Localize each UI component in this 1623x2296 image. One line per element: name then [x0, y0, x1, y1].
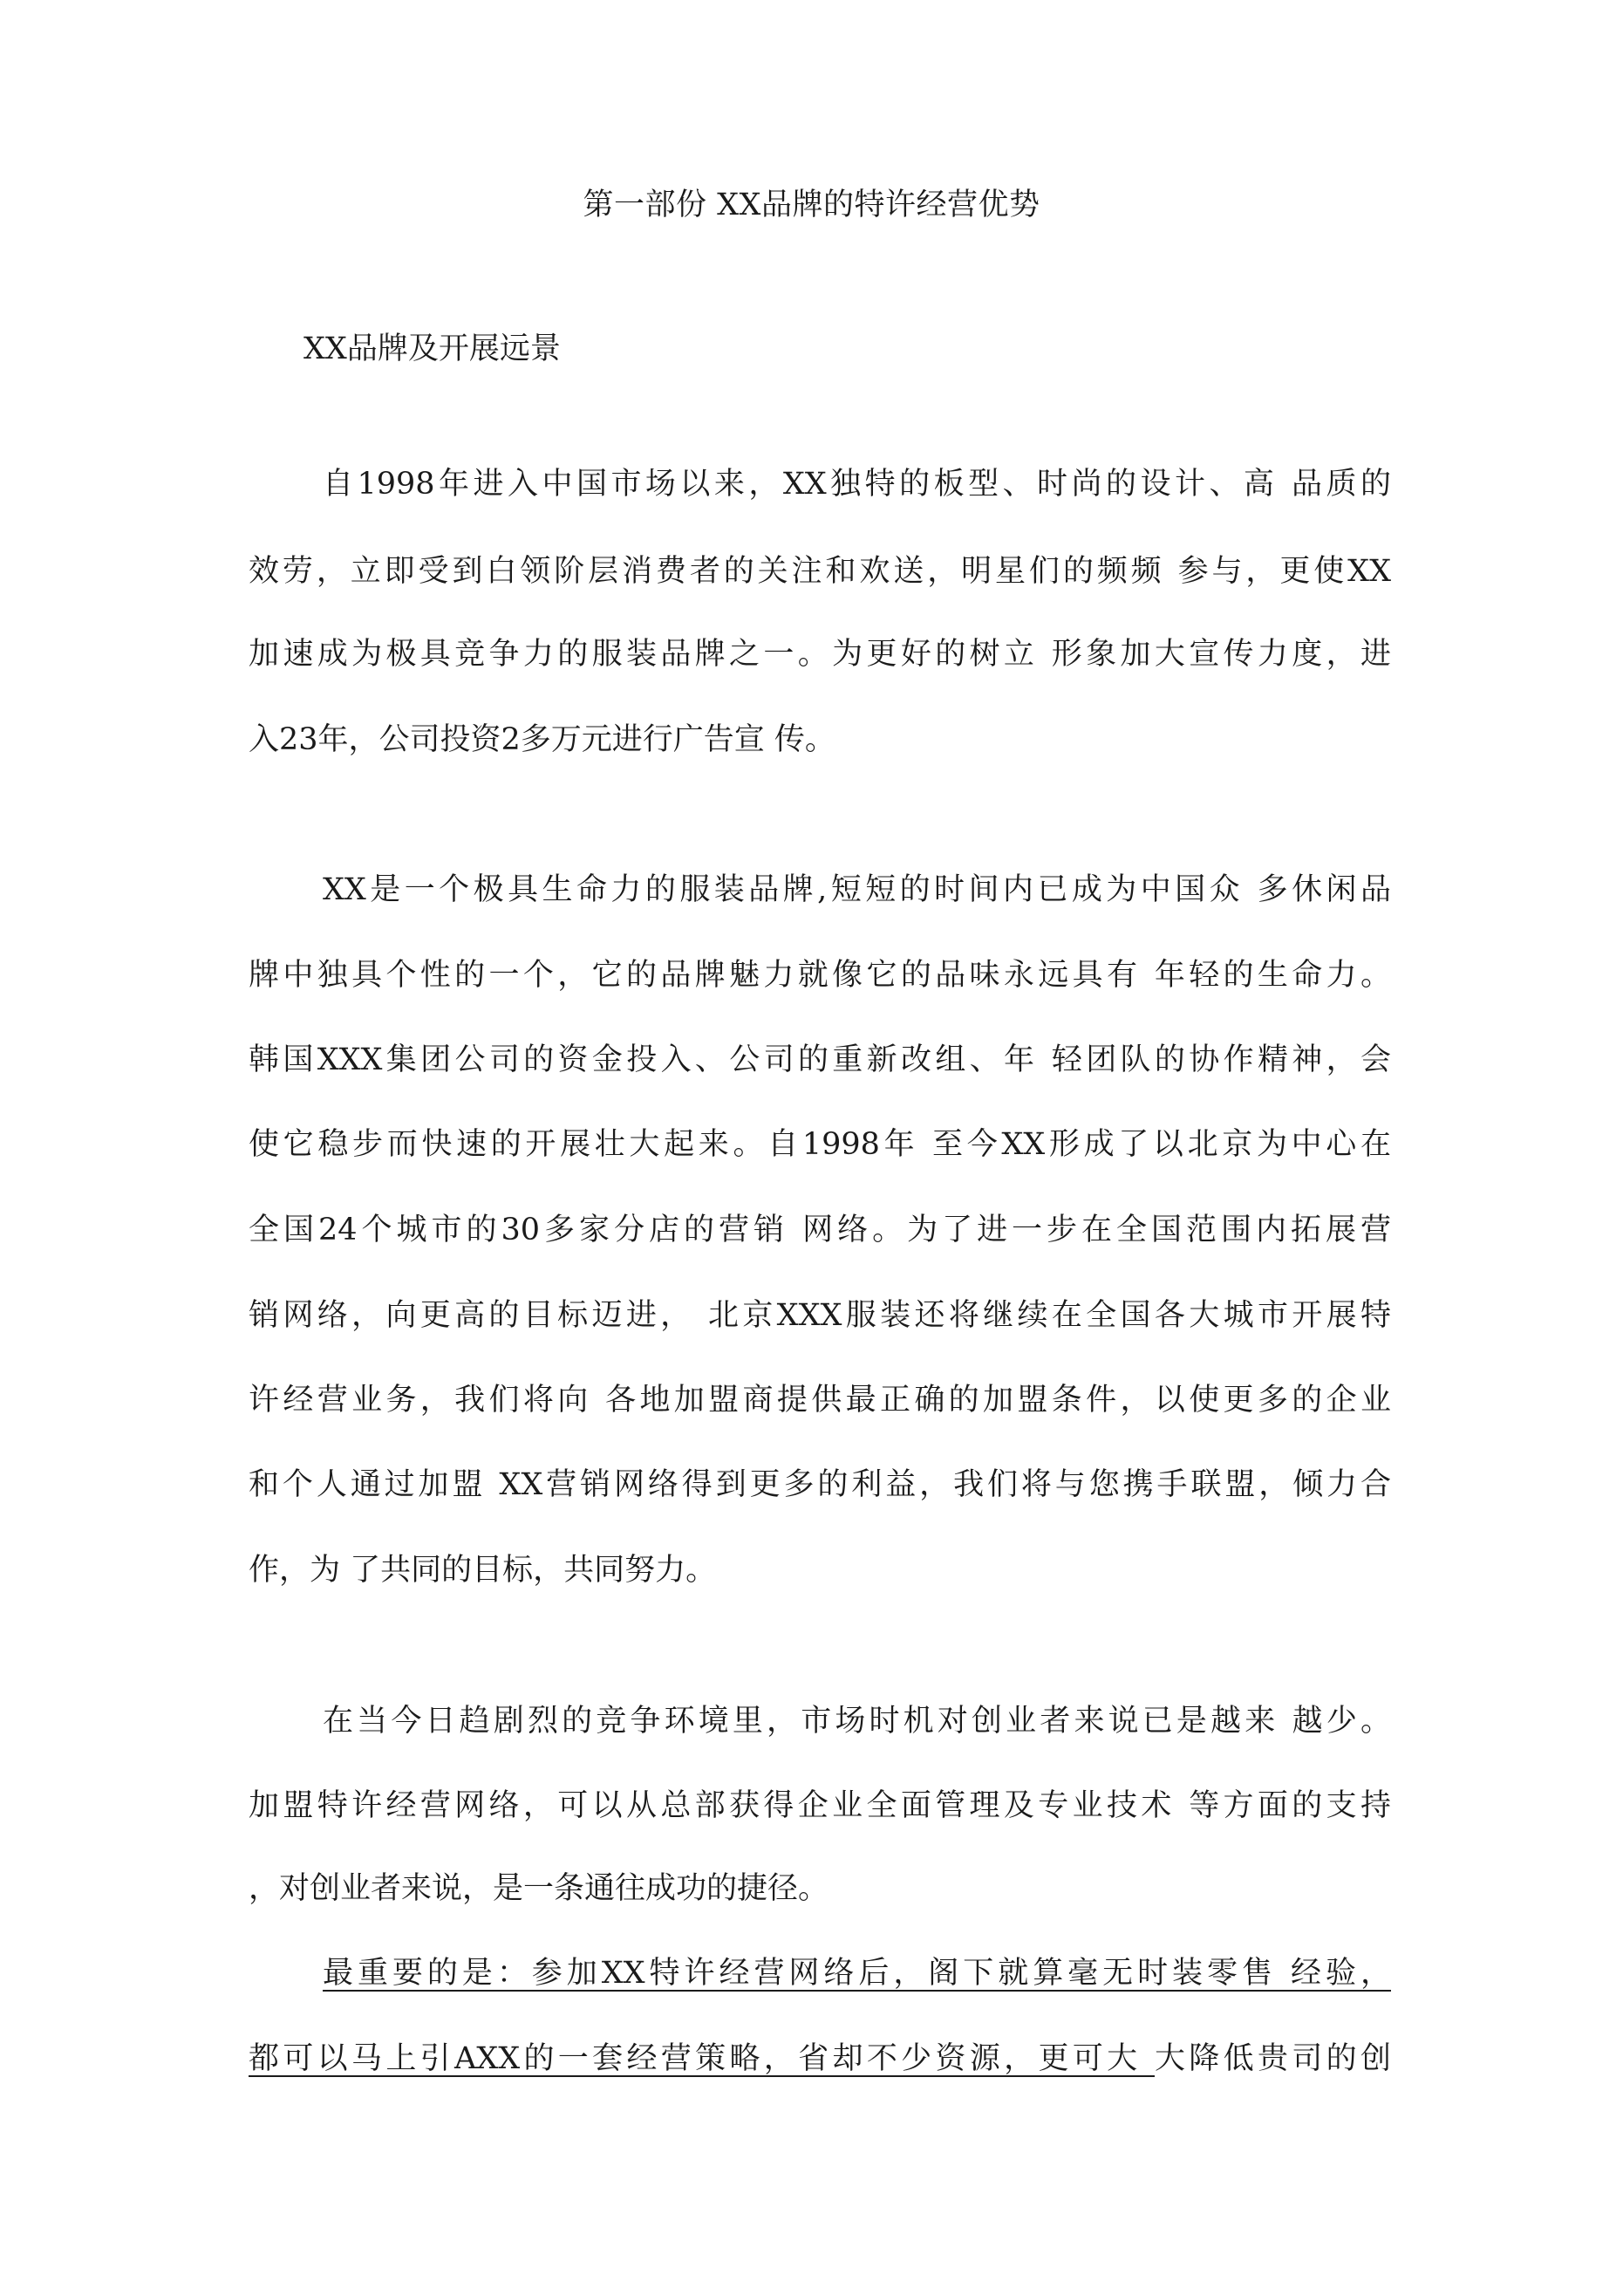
paragraph-2-line-2: 牌中独具个性的一个，它的品牌魅力就像它的品味永远具有 年轻的生命力。	[249, 958, 1391, 993]
paragraph-3-line-2: 加盟特许经营网络，可以从总部获得企业全面管理及专业技术 等方面的支持	[249, 1788, 1391, 1823]
paragraph-2-line-9: 作，为 了共同的目标，共同努力。	[249, 1553, 717, 1588]
paragraph-2-line-3: 韩国XXX集团公司的资金投入、公司的重新改组、年 轻团队的协作精神，会	[249, 1042, 1391, 1077]
paragraph-2-line-5: 全国24个城市的30多家分店的营销 网络。为了进一步在全国范围内拓展营	[249, 1213, 1391, 1247]
paragraph-2-line-6: 销网络，向更高的目标迈进， 北京XXX服装还将继续在全国各大城市开展特	[249, 1298, 1391, 1333]
section-heading: XX品牌及开展远景	[303, 331, 561, 366]
paragraph-4-line-2-plain-part: 大降低贵司的创	[1154, 2041, 1391, 2076]
paragraph-1-line-2: 效劳，立即受到白领阶层消费者的关注和欢送，明星们的频频 参与，更使XX	[249, 554, 1391, 589]
document-title: 第一部份 XX品牌的特许经营优势	[583, 188, 1040, 222]
paragraph-2-line-1: XX是一个极具生命力的服装品牌,短短的时间内已成为中国众 多休闲品	[323, 872, 1391, 907]
paragraph-3-line-1: 在当今日趋剧烈的竞争环境里，市场时机对创业者来说已是越来 越少。	[323, 1704, 1391, 1739]
paragraph-2-line-8: 和个人通过加盟 XX营销网络得到更多的利益，我们将与您携手联盟，倾力合	[249, 1467, 1391, 1502]
paragraph-4-line-2	[249, 2033, 1391, 2085]
paragraph-2-line-7: 许经营业务，我们将向 各地加盟商提供最正确的加盟条件，以使更多的企业	[249, 1383, 1391, 1418]
paragraph-2-line-4: 使它稳步而快速的开展壮大起来。自1998年 至今XX形成了以北京为中心在	[249, 1127, 1391, 1162]
paragraph-1-line-4: 入23年，公司投资2多万元进行广告宣 传。	[249, 722, 835, 757]
paragraph-1-line-3: 加速成为极具竞争力的服装品牌之一。为更好的树立 形象加大宣传力度，进	[249, 637, 1391, 672]
paragraph-1-line-1: 自1998年进入中国市场以来，XX独特的板型、时尚的设计、高 品质的	[323, 467, 1391, 502]
paragraph-3-line-3: ，对创业者来说，是一条通往成功的捷径。	[249, 1871, 829, 1906]
paragraph-4-line-1: 最重要的是：参加XX特许经营网络后，阁下就算毫无时装零售 经验，	[323, 1956, 1391, 1991]
paragraph-4-line-2-underlined-part: 都可以马上引AXX的一套经营策略，省却不少资源，更可大	[249, 2041, 1155, 2076]
